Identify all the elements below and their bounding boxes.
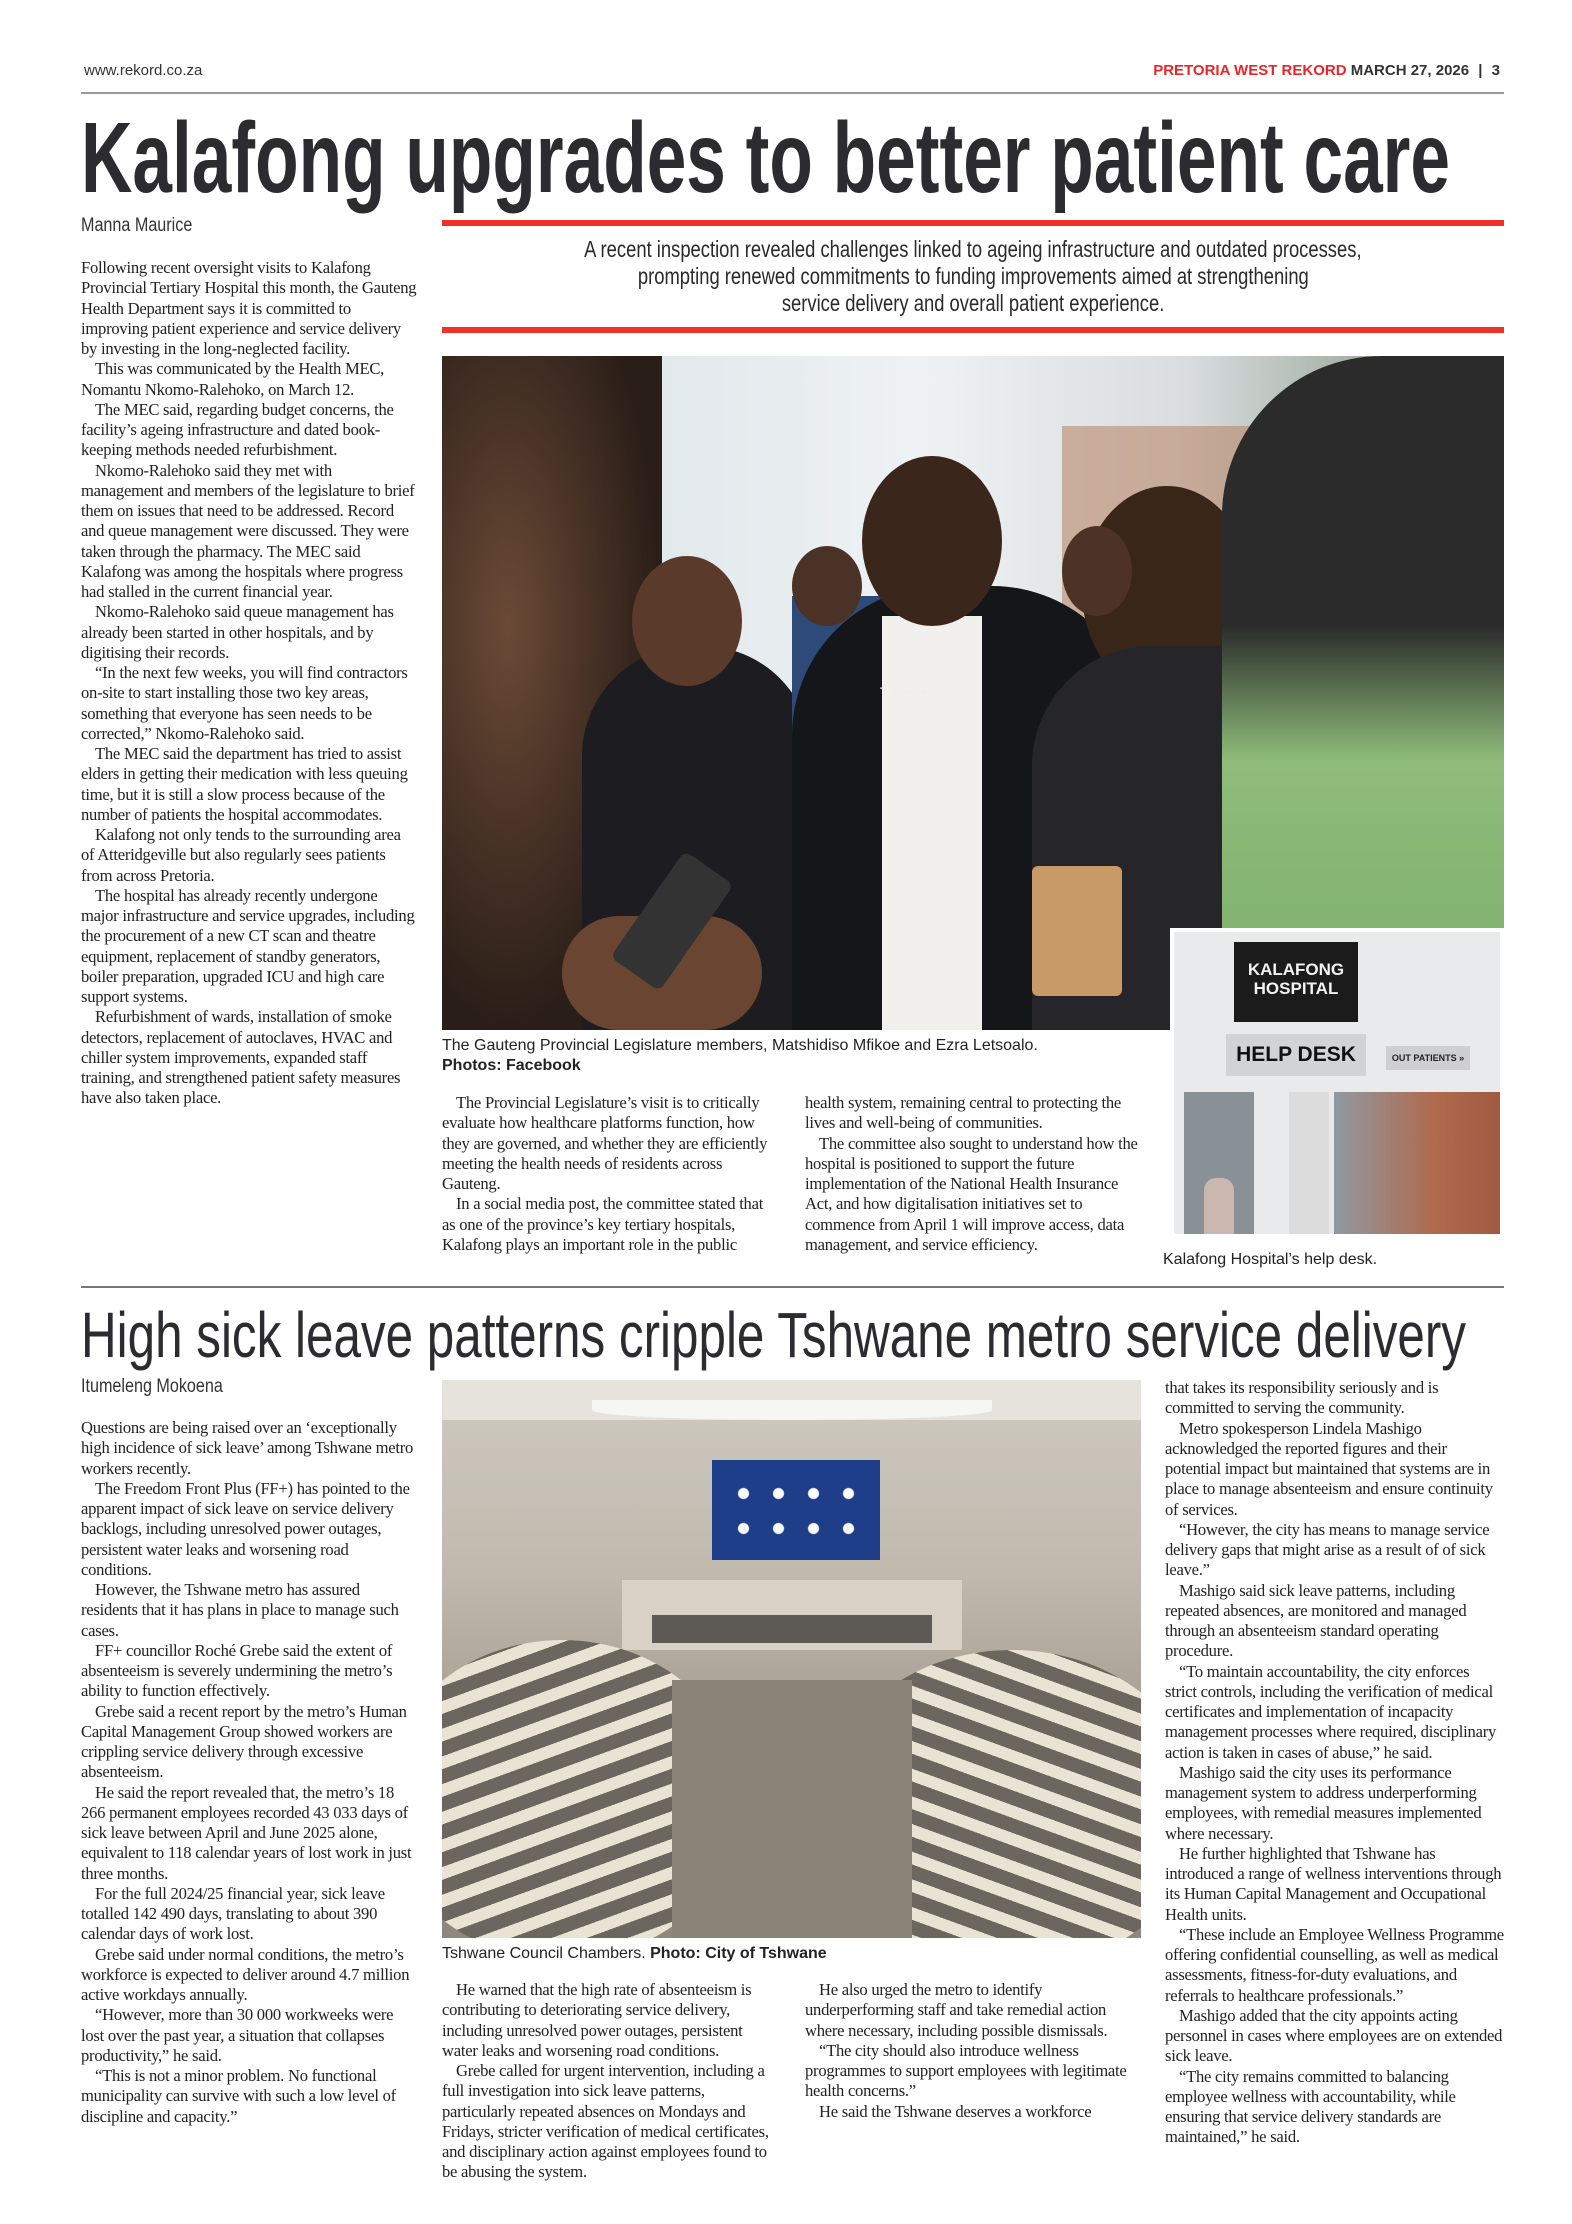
out-patients-sign: OUT PATIENTS » <box>1386 1046 1470 1070</box>
photo1-credit: Photos: Facebook <box>442 1057 581 1074</box>
publication-name: PRETORIA WEST REKORD <box>1153 62 1347 79</box>
photo2-caption <box>442 1945 827 1963</box>
article1-headline: Kalafong upgrades to better patient care <box>81 102 1450 214</box>
paragraph: The MEC said, regarding budget concerns, the facility’s ageing infrastructure and dated book-keeping methods needed refurbishment. <box>81 399 394 460</box>
article1-columns-2-3 <box>442 1093 1138 1275</box>
standfirst-line: service delivery and overall patient experience. <box>781 290 1165 316</box>
standfirst-rule-bottom <box>442 327 1504 333</box>
paragraph: The Provincial Legislature’s visit is to critically evaluate how healthcare platforms function, how they are governed, and whether they are efficiently meeting the health needs of residents across Gauteng. <box>442 1093 768 1193</box>
paragraph: He said the report revealed that, the metro’s 18 266 permanent employees recorded 43 033 days of sick leave between April and June 2025 alone, equivalent to 118 calendar years of lost work in just three months. <box>81 1782 412 1883</box>
sign-line: HOSPITAL <box>1253 979 1339 998</box>
photo2-caption-text: Tshwane Council Chambers. <box>442 1945 646 1962</box>
paragraph: Mashigo added that the city appoints acting personnel in cases where employees are on extended sick leave. <box>1165 2005 1503 2066</box>
paragraph: Mashigo said the city uses its performance management system to address underperforming employees, with remedial measures implemented where necessary. <box>1165 1762 1482 1843</box>
paragraph: Kalafong not only tends to the surrounding area of Atteridgeville but also regularly sees patients from across Pretoria. <box>81 825 401 885</box>
paragraph: “However, more than 30 000 workweeks were lost over the past year, a situation that collapses productivity,” he said. <box>81 2005 394 2065</box>
paragraph: Refurbishment of wards, installation of smoke detectors, replacement of autoclaves, HVAC and chiller system improvements, expanded staff training, and strengthened patient safety measures have also taken place. <box>81 1007 401 1108</box>
folio <box>1153 62 1500 79</box>
help-desk-photo <box>1170 928 1504 1238</box>
article1-headline-wrap <box>81 102 1572 214</box>
photo1-caption: The Gauteng Provincial Legislature members, Matshidiso Mfikoe and Ezra Letsoalo. <box>442 1037 1038 1054</box>
help-desk-sign: HELP DESK <box>1226 1034 1366 1076</box>
standfirst <box>442 236 1504 317</box>
standfirst-line: A recent inspection revealed challenges linked to ageing infrastructure and outdated processes, <box>584 236 1362 262</box>
article2-headline: High sick leave patterns cripple Tshwane metro service delivery <box>81 1299 1466 1371</box>
paragraph: Grebe said a recent report by the metro’s Human Capital Management Group showed workers are crippling service delivery through excessive absenteeism. <box>81 1701 407 1782</box>
paragraph: In a social media post, the committee stated that as one of the province’s key tertiary hospitals, Kalafong plays an important role in the public health system, remaining central to protecting the lives and well-being of communities. <box>442 1093 1122 1254</box>
paragraph: “To maintain accountability, the city enforces strict controls, including the verification of medical certificates and implementation of incapacity management processes where required, disciplinary action is taken in cases of abuse,” he said. <box>1165 1661 1497 1762</box>
paragraph: Metro spokesperson Lindela Mashigo acknowledged the reported figures and their potential impact but maintained that systems are in place to manage absenteeism and ensure continuity of services. <box>1165 1418 1493 1519</box>
paragraph: that takes its responsibility seriously and is committed to serving the community. <box>1165 1378 1439 1418</box>
article1-column-1 <box>81 258 417 1268</box>
paragraph: Nkomo-Ralehoko said queue management has already been started in other hospitals, and by digitising their records. <box>81 602 394 662</box>
paragraph: For the full 2024/25 financial year, sick leave totalled 142 490 days, translating to about 390 calendar days of work lost. <box>81 1883 385 1944</box>
article-divider <box>81 1286 1504 1288</box>
paragraph: He warned that the high rate of absenteeism is contributing to deteriorating service delivery, including unresolved power outages, persistent water leaks and worsening road conditions. <box>442 1980 752 2060</box>
paragraph: “However, the city has means to manage service delivery gaps that might arise as a result of of sick leave.” <box>1165 1519 1490 1580</box>
sign-line: KALAFONG <box>1247 960 1345 979</box>
paragraph: Grebe said under normal conditions, the metro’s workforce is expected to deliver around 4.7 million active workdays annually. <box>81 1944 410 2004</box>
standfirst-rule-top <box>442 220 1504 226</box>
paragraph: Questions are being raised over an ‘exceptionally high incidence of sick leave’ among Tshwane metro workers recently. <box>81 1418 414 1478</box>
header-rule <box>81 92 1504 94</box>
article2-columns-2-3 <box>442 1980 1138 2185</box>
paragraph: The committee also sought to understand how the hospital is positioned to support the future implementation of the National Health Insurance Act, and how digitalisation initiatives set to commence from April 1 will improve access, data management, and service efficiency. <box>805 1133 1138 1254</box>
website-url[interactable]: www.rekord.co.za <box>84 62 203 79</box>
article2-headline-wrap <box>81 1300 1572 1370</box>
paragraph: “The city remains committed to balancing employee wellness with accountability, while ensuring that service delivery standards are maintained,” he said. <box>1165 2066 1456 2147</box>
jacket-name-tag: T. Mfikoe <box>880 686 927 698</box>
folio-separator: | <box>1478 62 1483 79</box>
photo2-credit: Photo: City of Tshwane <box>650 1945 827 1962</box>
hospital-name-sign <box>1234 942 1358 1022</box>
article1-byline: Manna Maurice <box>81 215 193 236</box>
council-chambers-photo <box>442 1380 1141 1938</box>
paragraph: The hospital has already recently undergone major infrastructure and service upgrades, including the procurement of a new CT scan and theatre equipment, replacement of standby generators, boiler preparation, upgraded ICU and high care support systems. <box>81 885 415 1006</box>
paragraph: Mashigo said sick leave patterns, including repeated absences, are monitored and managed through an absenteeism standard operating procedure. <box>1165 1580 1467 1661</box>
paragraph: The Freedom Front Plus (FF+) has pointed to the apparent impact of sick leave on service delivery backlogs, including unresolved power outages, persistent water leaks and worsening road conditions. <box>81 1478 410 1579</box>
help-desk-caption: Kalafong Hospital’s help desk. <box>1163 1251 1378 1268</box>
paragraph: FF+ councillor Roché Grebe said the extent of absenteeism is severely undermining the metro’s ability to function effectively. <box>81 1640 393 1701</box>
paragraph: The MEC said the department has tried to assist elders in getting their medication with less queuing time, but it is still a slow process because of the number of patients the hospital accommodates. <box>81 744 408 824</box>
page-number: 3 <box>1491 62 1500 79</box>
paragraph: “These include an Employee Wellness Programme offering confidential counselling, as well as medical assessments, fitness-for-duty evaluations, and referrals to healthcare professionals.” <box>1165 1924 1504 2005</box>
paragraph: Grebe called for urgent intervention, including a full investigation into sick leave patterns, particularly repeated absences on Mondays and Fridays, stricter verification of medical certificates, and disciplinary action against employees found to be abusing the system. <box>442 2061 769 2182</box>
chamber-screen <box>712 1460 880 1560</box>
article2-byline: Itumeleng Mokoena <box>81 1376 223 1397</box>
paragraph: Nkomo-Ralehoko said they met with management and members of the legislature to brief them on issues that need to be addressed. Record and queue management were discussed. They were taken through the pharmacy. The MEC said Kalafong was among the hospitals where progress had stalled in the current financial year. <box>81 460 415 601</box>
standfirst-line: prompting renewed commitments to funding improvements aimed at strengthening <box>637 263 1309 289</box>
paragraph: He further highlighted that Tshwane has introduced a range of wellness interventions through its Human Capital Management and Occupational Health units. <box>1165 1843 1502 1924</box>
issue-date: MARCH 27, 2026 <box>1350 62 1470 79</box>
article2-column-1 <box>81 1418 417 2188</box>
paragraph: He also urged the metro to identify underperforming staff and take remedial action where necessary, including possible dismissals. <box>805 1980 1108 2040</box>
paragraph: Following recent oversight visits to Kalafong Provincial Tertiary Hospital this month, the Gauteng Health Department says it is committed to improving patient experience and service delivery by investing in the long-neglected facility. <box>81 258 417 358</box>
paragraph: He said the Tshwane deserves a workforce <box>819 2101 1092 2121</box>
paragraph: “In the next few weeks, you will find contractors on-site to start installing those two key areas, something that everyone has seen needs to be corrected,” Nkomo-Ralehoko said. <box>81 663 408 743</box>
paragraph: “This is not a minor problem. No functional municipality can survive with such a low level of discipline and capacity.” <box>81 2066 396 2126</box>
paragraph: “The city should also introduce wellness programmes to support employees with legitimate health concerns.” <box>805 2040 1127 2101</box>
paragraph: However, the Tshwane metro has assured residents that it has plans in place to manage such cases. <box>81 1580 399 1640</box>
article2-column-4 <box>1165 1378 1504 2188</box>
paragraph: This was communicated by the Health MEC, Nomantu Nkomo-Ralehoko, on March 12. <box>81 359 385 399</box>
